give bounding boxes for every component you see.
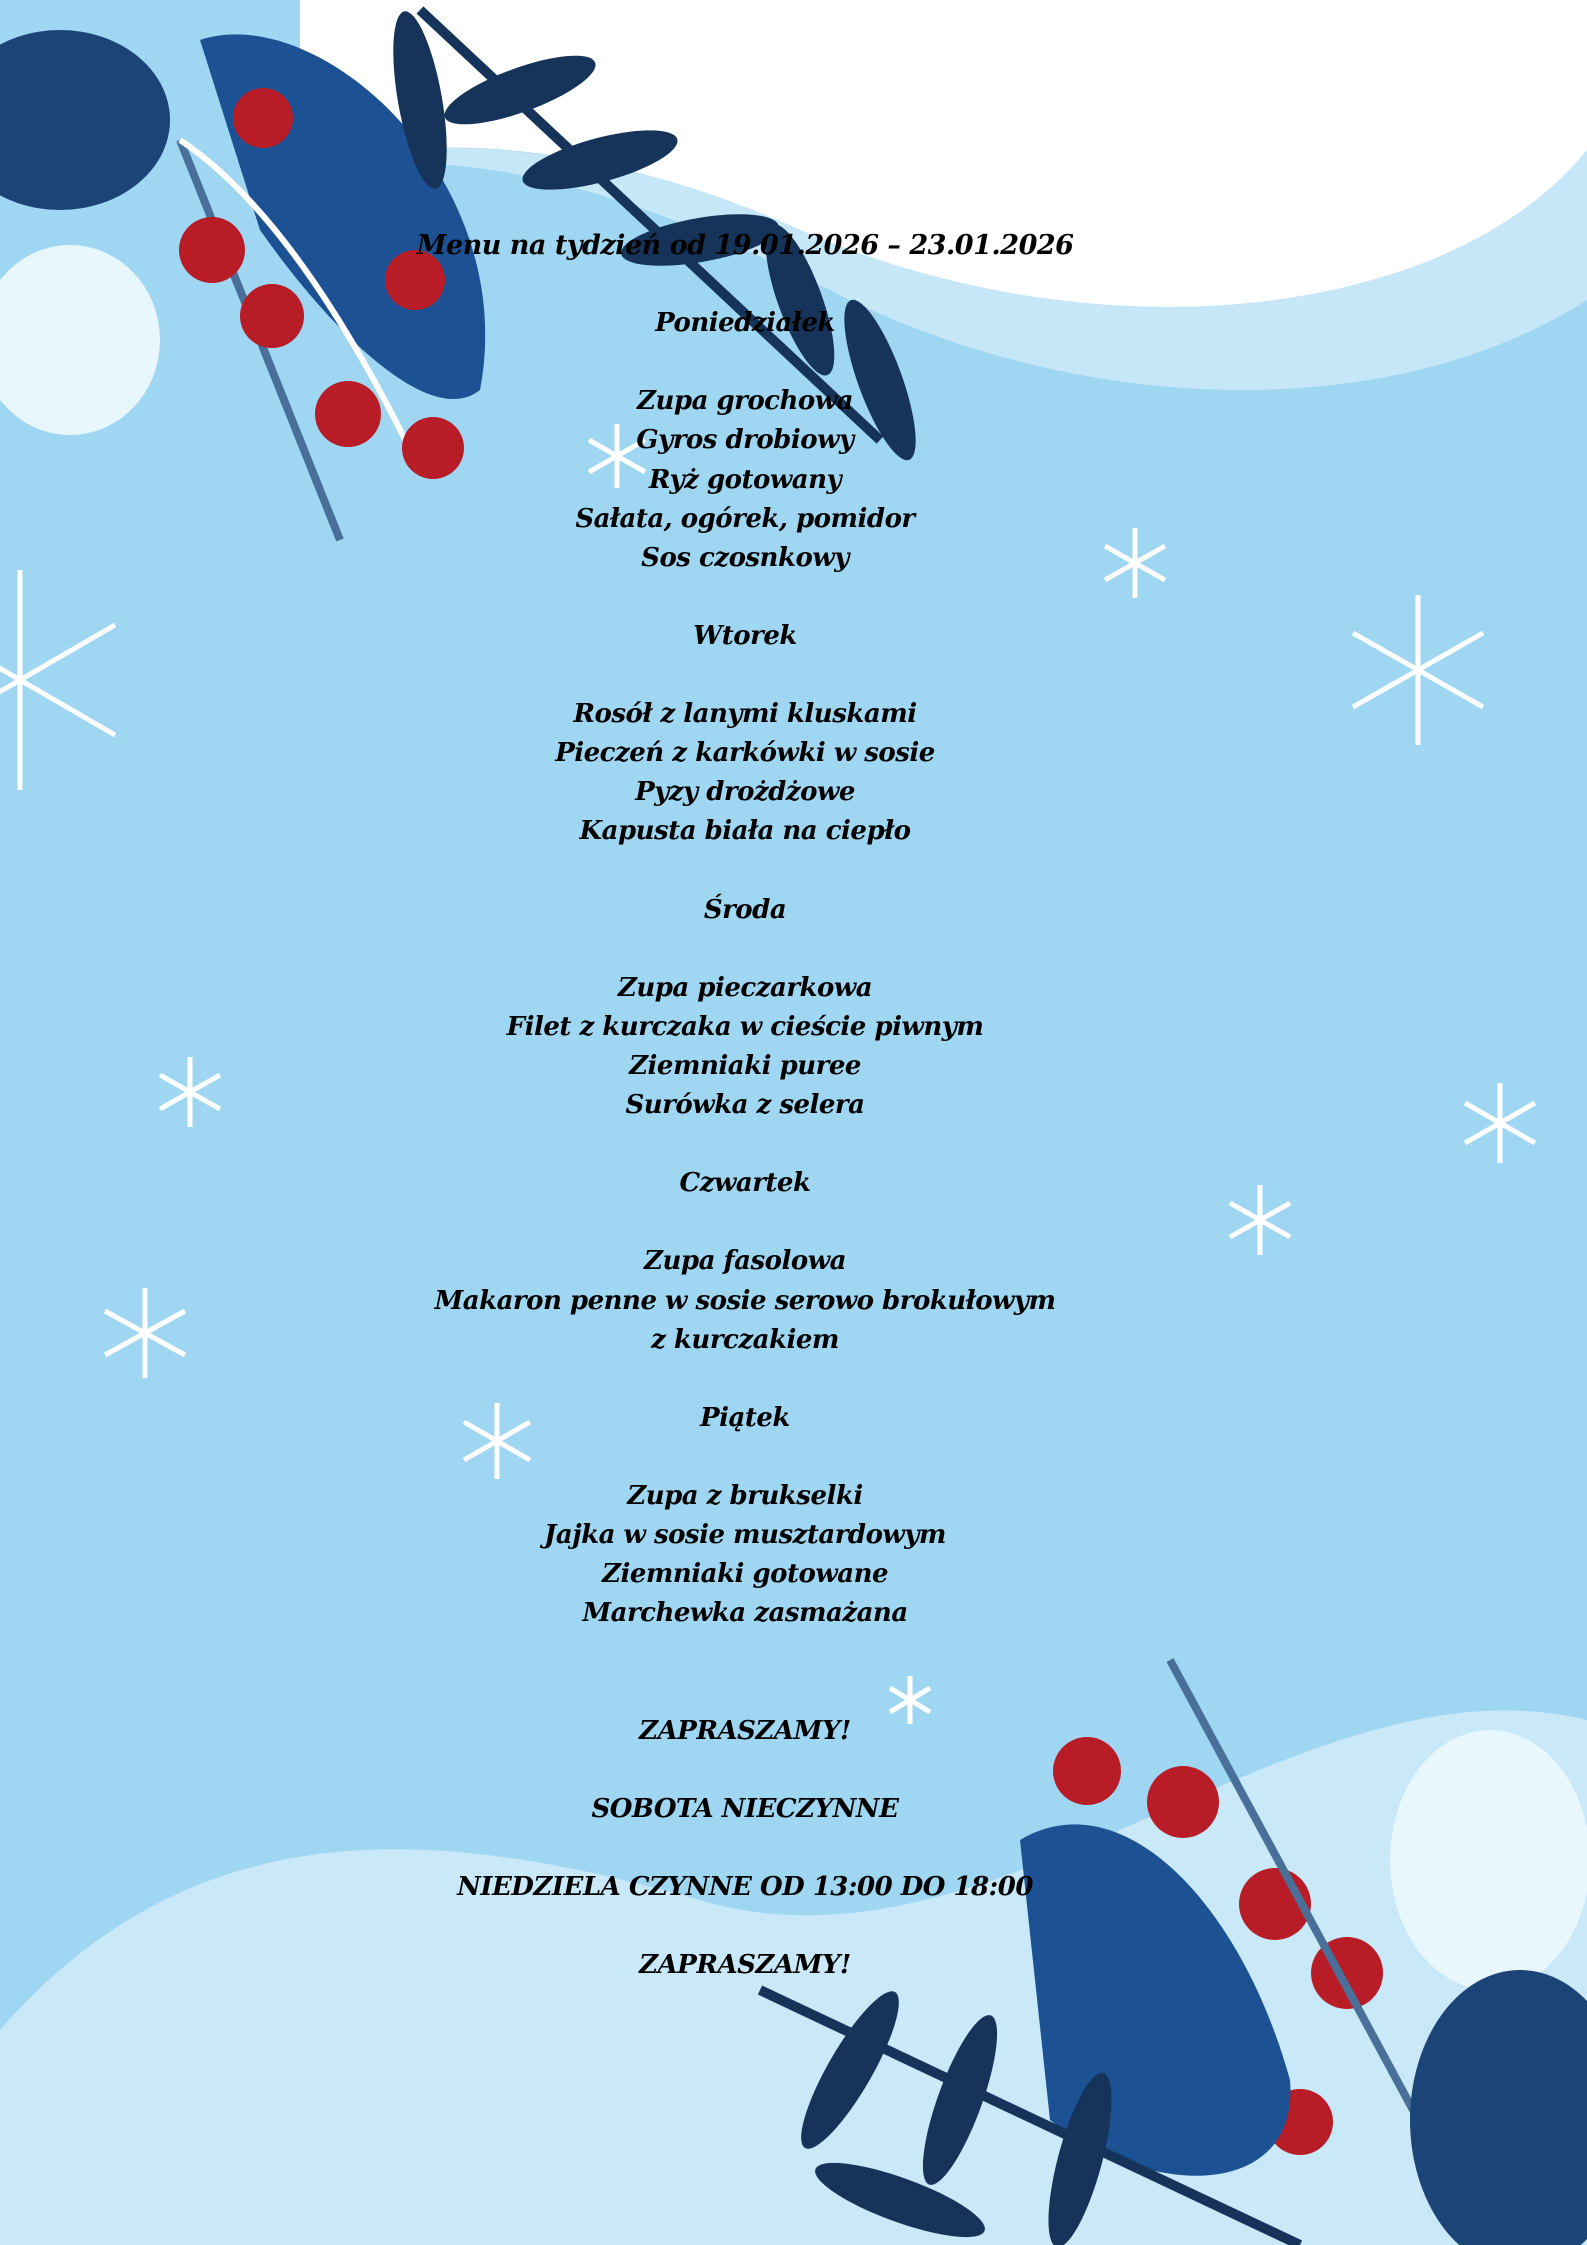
dish-item: Ziemniaki gotowane bbox=[601, 1559, 889, 1590]
day-section bbox=[0, 304, 1490, 578]
dish-item: Sałata, ogórek, pomidor bbox=[575, 503, 915, 534]
dish-item: Kapusta biała na ciepło bbox=[579, 816, 911, 847]
dish-item: Gyros drobiowy bbox=[636, 425, 854, 456]
day-heading: Piątek bbox=[700, 1402, 790, 1433]
dish-item: Zupa z brukselki bbox=[627, 1481, 863, 1511]
dish-item: Sos czosnkowy bbox=[641, 542, 849, 573]
footer-line: ZAPRASZAMY! bbox=[639, 1715, 851, 1746]
dish-item: Rosół z lanymi kluskami bbox=[573, 699, 917, 730]
day-heading: Czwartek bbox=[679, 1168, 811, 1199]
day-heading: Wtorek bbox=[693, 620, 797, 651]
dish-item: Pieczeń z karkówki w sosie bbox=[555, 738, 935, 769]
day-heading: Poniedziałek bbox=[655, 308, 835, 339]
dish-item: Ziemniaki puree bbox=[629, 1050, 861, 1081]
dish-item: Pyzy drożdżowe bbox=[635, 777, 855, 808]
day-heading: Środa bbox=[703, 894, 787, 925]
page-title: Menu na tydzień od 19.01.2026 – 23.01.2026 bbox=[416, 230, 1074, 261]
footer-line: NIEDZIELA CZYNNE OD 13:00 DO 18:00 bbox=[457, 1871, 1033, 1902]
day-section bbox=[0, 578, 1490, 852]
dish-item: z kurczakiem bbox=[651, 1324, 839, 1355]
dish-item: Zupa fasolowa bbox=[644, 1246, 846, 1277]
footer-line: SOBOTA NIECZYNNE bbox=[591, 1793, 899, 1824]
dish-item: Filet z kurczaka w cieście piwnym bbox=[506, 1011, 984, 1042]
dish-item: Zupa grochowa bbox=[637, 386, 853, 417]
dish-item: Jajka w sosie musztardowym bbox=[544, 1520, 946, 1551]
day-section bbox=[0, 852, 1490, 1126]
dish-item: Makaron penne w sosie serowo brokułowym bbox=[434, 1285, 1056, 1316]
dish-item: Marchewka zasmażana bbox=[582, 1598, 908, 1629]
dish-item: Surówka z selera bbox=[625, 1090, 865, 1121]
dish-item: Zupa pieczarkowa bbox=[617, 972, 873, 1003]
dish-item: Ryż gotowany bbox=[648, 464, 842, 495]
weekly-menu bbox=[0, 226, 1490, 1985]
day-section bbox=[0, 1360, 1490, 1634]
footer-line: ZAPRASZAMY! bbox=[639, 1950, 851, 1981]
day-section bbox=[0, 1125, 1490, 1360]
